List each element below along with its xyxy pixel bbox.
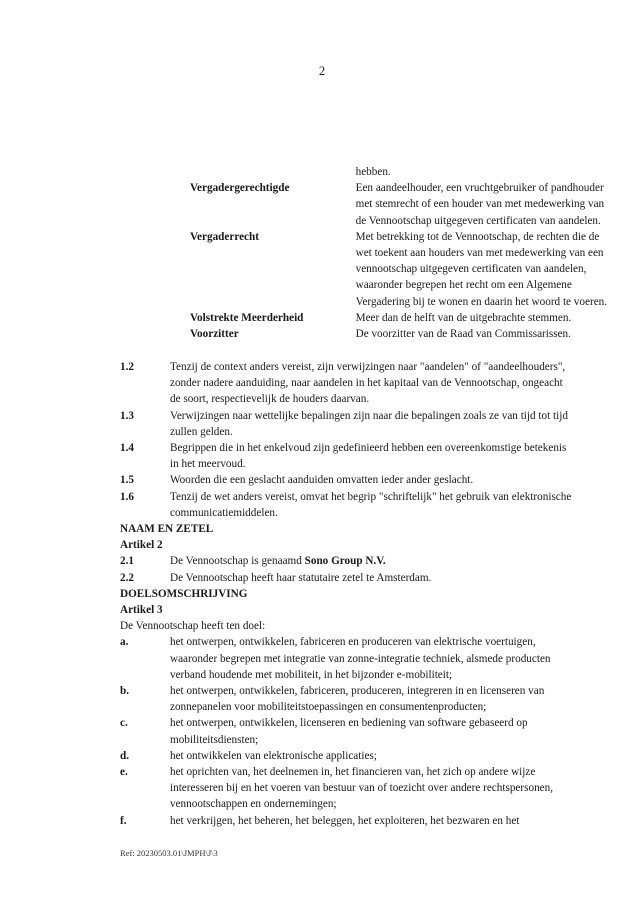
section-heading-purpose: DOELSOMSCHRIJVING — [120, 587, 248, 600]
clause-line: Woorden die een geslacht aanduiden omvatten ieder ander geslacht. — [170, 474, 474, 487]
section-heading-name: NAAM EN ZETEL — [120, 523, 214, 536]
purpose-item-e — [120, 764, 630, 813]
definition-term: Volstrekte Meerderheid — [190, 311, 304, 324]
clause-number: 1.2 — [120, 361, 134, 373]
item-text — [170, 715, 630, 747]
definition-row — [190, 229, 630, 310]
definition-text — [356, 229, 630, 310]
clause-line: de soort, respectievelijk de houders daarvan. — [170, 393, 370, 406]
definition-row — [190, 326, 630, 342]
item-line: vennootschappen en ondernemingen; — [170, 798, 337, 811]
item-line: zonnepanelen voor mobiliteitstoepassingen en consumentenproducten; — [170, 701, 487, 714]
footer-reference: Ref: 20230503.01\JMPH\J\3 — [120, 848, 218, 858]
item-text — [170, 634, 630, 683]
article-3-heading: Artikel 3 — [120, 604, 163, 617]
clause-text — [170, 553, 630, 569]
definition-line: wet toekent aan houders van met medewerking van een — [355, 247, 604, 260]
item-line: mobiliteitsdiensten; — [170, 733, 259, 746]
clause-text — [170, 570, 630, 586]
clause-line: communicatiemiddelen. — [170, 506, 278, 519]
item-line: het ontwerpen, ontwikkelen, fabriceren en produceren van elektrische voertuigen, — [170, 636, 536, 649]
definition-text — [356, 310, 630, 326]
item-letter: e. — [120, 766, 128, 779]
clause-number: 1.3 — [120, 409, 134, 422]
item-text — [170, 683, 630, 715]
definition-line: De voorzitter van de Raad van Commissarissen. — [355, 328, 571, 341]
item-text — [170, 764, 630, 813]
definition-row — [190, 310, 630, 326]
clause-line: Tenzij de context anders vereist, zijn verwijzingen naar "aandelen" of "aandeelhouders", — [170, 361, 566, 373]
definition-line: Meer dan de helft van de uitgebrachte stemmen. — [355, 311, 572, 324]
definition-term: Voorzitter — [190, 328, 239, 341]
purpose-item-c — [120, 715, 630, 747]
definition-row — [190, 164, 630, 180]
clauses-article-1 — [120, 359, 630, 829]
clause-line: zonder nadere aanduiding, naar aandelen in het kapitaal van de Vennootschap, ongeacht — [170, 377, 563, 390]
item-line: interesseren bij en het voeren van bestuur van of toezicht over andere rechtspersonen, — [170, 782, 554, 795]
item-letter: f. — [120, 814, 127, 827]
clause-1-4 — [120, 440, 630, 472]
clause-text — [170, 440, 630, 472]
clause-1-2 — [120, 359, 630, 408]
definition-line: de Vennootschap uitgegeven certificaten van aandelen. — [355, 214, 601, 227]
item-line: het oprichten van, het deelnemen in, het financieren van, het zich op andere wijze — [170, 766, 536, 779]
item-line: het verkrijgen, het beheren, het beleggen, het exploiteren, het bezwaren en het — [170, 814, 520, 827]
definition-line: Vergadering bij te wonen en daarin het woord te voeren. — [355, 295, 608, 308]
item-line: waaronder begrepen met integratie van zonne-integratie techniek, alsmede producten — [170, 652, 551, 665]
item-letter: b. — [120, 685, 130, 698]
item-letter: c. — [120, 717, 128, 730]
clause-line: De Vennootschap heeft haar statutaire zetel te Amsterdam. — [170, 571, 432, 584]
clause-text — [170, 359, 630, 408]
item-text — [170, 813, 630, 829]
item-line: het ontwerpen, ontwikkelen, licenseren en bediening van software gebaseerd op — [170, 717, 528, 730]
purpose-item-a — [120, 634, 630, 683]
clause-line: De Vennootschap is genaamd — [170, 555, 305, 568]
clause-1-3 — [120, 408, 630, 440]
definition-text — [356, 164, 630, 180]
clause-number: 2.1 — [120, 555, 134, 568]
definition-term: Vergaderrecht — [190, 230, 259, 243]
definition-term: Vergadergerechtigde — [190, 182, 290, 195]
item-letter: a. — [120, 636, 129, 649]
item-text — [170, 748, 630, 764]
page-number: 2 — [318, 64, 326, 78]
clause-line: in het meervoud. — [170, 458, 246, 471]
item-letter: d. — [120, 749, 130, 762]
definition-line: Met betrekking tot de Vennootschap, de rechten die de — [355, 230, 600, 243]
clause-number: 1.6 — [120, 490, 134, 503]
clause-text — [170, 489, 630, 521]
definition-term — [190, 164, 356, 180]
definition-line: hebben. — [355, 166, 391, 178]
definition-line: met stemrecht of een houder van met medewerking van — [355, 198, 605, 211]
item-line: het ontwerpen, ontwikkelen, fabriceren, produceren, integreren in en licenseren van — [170, 685, 545, 698]
article-2-heading: Artikel 2 — [120, 539, 163, 552]
clause-2-2 — [120, 570, 630, 586]
clause-2-1 — [120, 553, 630, 569]
clause-number: 1.4 — [120, 442, 134, 455]
clause-text — [170, 472, 630, 488]
clause-line: Verwijzingen naar wettelijke bepalingen zijn naar die bepalingen zoals ze van tijd tot tijd — [170, 409, 568, 422]
definition-line: waaronder begrepen het recht om een Algemene — [355, 279, 572, 292]
item-line: verband houdende met mobiliteit, in het bijzonder e-mobiliteit; — [170, 668, 453, 681]
item-line: het ontwikkelen van elektronische applicaties; — [170, 749, 377, 762]
purpose-item-b — [120, 683, 630, 715]
purpose-item-d — [120, 748, 630, 764]
clause-1-6 — [120, 489, 630, 521]
definition-row — [190, 180, 630, 229]
definition-text — [356, 180, 630, 229]
clause-1-5 — [120, 472, 630, 488]
clause-number: 2.2 — [120, 571, 134, 584]
definitions-table — [190, 164, 630, 342]
definition-text — [356, 326, 630, 342]
clause-line: Begrippen die in het enkelvoud zijn gedefinieerd hebben een overeenkomstige betekenis — [170, 442, 567, 455]
definition-line: vennootschap uitgegeven certificaten van aandelen, — [355, 263, 587, 276]
company-name: Sono Group N.V. — [304, 555, 386, 568]
clause-text — [170, 408, 630, 440]
definition-line: Een aandeelhouder, een vruchtgebruiker of pandhouder — [355, 182, 604, 195]
clause-number: 1.5 — [120, 474, 134, 487]
purpose-item-f — [120, 813, 630, 829]
clause-line: zullen gelden. — [170, 425, 233, 438]
clause-line: Tenzij de wet anders vereist, omvat het begrip "schriftelijk" het gebruik van elektronische — [170, 490, 572, 503]
purpose-intro: De Vennootschap heeft ten doel: — [120, 620, 266, 633]
